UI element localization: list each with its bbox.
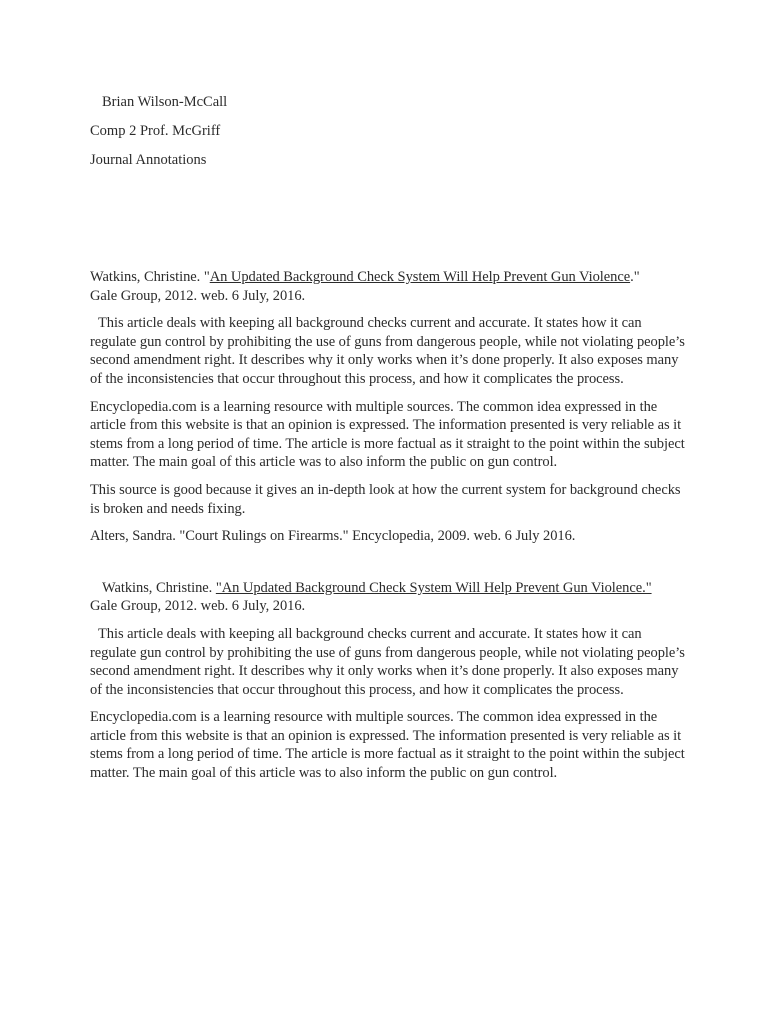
- citation-title-link[interactable]: An Updated Background Check System Will Help Prevent Gun Violence: [209, 269, 631, 285]
- course-info: Comp 2 Prof. McGriff: [90, 123, 221, 139]
- citation-publisher: Gale Group, 2012. web. 6 July, 2016.: [90, 598, 306, 615]
- reflection-paragraph: This source is good because it gives an in-depth look at how the current system for background checks is broken and needs fixing.: [90, 481, 681, 517]
- blank-space: [90, 555, 688, 579]
- evaluation-paragraph: Encyclopedia.com is a learning resource with multiple sources. The common idea expressed in the article from this website is that an opinion is expressed. The information presented is very reliable as it stems from a long period of time. The article is more factual as it straight to the point within the subject matter. The main goal of this article was to also inform the public on gun control.: [90, 398, 685, 471]
- evaluation-paragraph-repeat: Encyclopedia.com is a learning resource with multiple sources. The common idea expressed in the article from this website is that an opinion is expressed. The information presented is very reliable as it stems from a long period of time. The article is more factual as it straight to the point within the subject matter. The main goal of this article was to also inform the public on gun control.: [90, 709, 685, 782]
- citation-watkins: [90, 268, 688, 305]
- blank-space: [90, 180, 688, 268]
- summary-paragraph-repeat: This article deals with keeping all background checks current and accurate. It states how it can regulate gun control by prohibiting the use of guns from dangerous people, while not violating people’s second amendment right. It describes why it only works when it’s done properly. It also exposes many of the inconsistencies that occur throughout this process, and how it complicates the process.: [90, 625, 685, 698]
- citation-alters: Alters, Sandra. "Court Rulings on Firearms." Encyclopedia, 2009. web. 6 July 2016.: [90, 528, 576, 545]
- citation-publisher: Gale Group, 2012. web. 6 July, 2016.: [90, 287, 306, 304]
- citation-watkins-repeat: [90, 579, 688, 616]
- document-title: Journal Annotations: [90, 152, 207, 168]
- author-name: Brian Wilson-McCall: [102, 94, 228, 110]
- citation-author: Watkins, Christine. ": [90, 269, 210, 285]
- citation-title-end: .": [630, 269, 640, 285]
- citation-title-link[interactable]: "An Updated Background Check System Will Help Prevent Gun Violence.": [215, 579, 652, 596]
- summary-paragraph: This article deals with keeping all background checks current and accurate. It states how it can regulate gun control by prohibiting the use of guns from dangerous people, while not violating people’s second amendment right. It describes why it only works when it’s done properly. It also exposes many of the inconsistencies that occur throughout this process, and how it complicates the process.: [90, 315, 685, 387]
- citation-author: Watkins, Christine.: [102, 579, 216, 596]
